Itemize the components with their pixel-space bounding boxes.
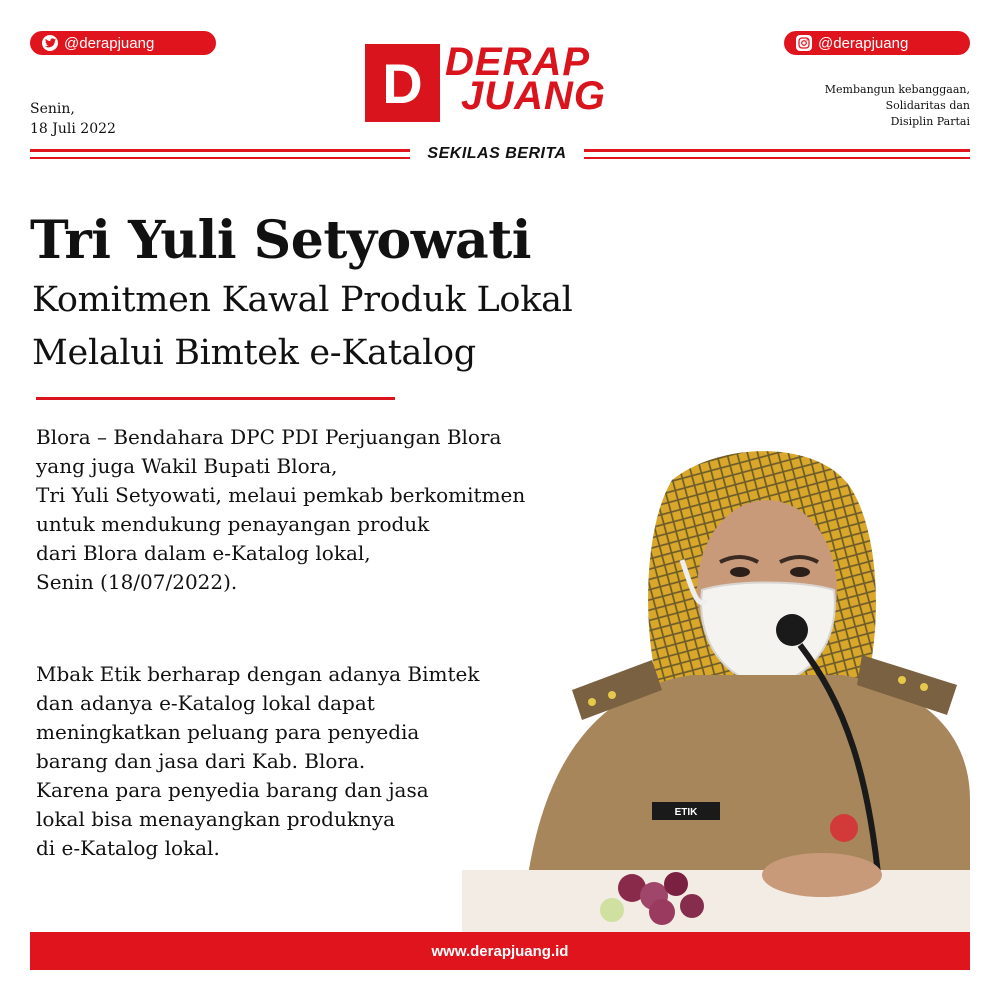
article-paragraph-1: [36, 423, 525, 597]
date-day: Senin,: [30, 101, 75, 117]
tagline-line: Solidaritas dan: [885, 99, 970, 112]
logo-initial-box: D: [365, 44, 440, 122]
instagram-icon: [796, 35, 812, 51]
instagram-handle-pill[interactable]: [784, 31, 970, 55]
date-full: 18 Juli 2022: [30, 121, 116, 137]
logo-word-juang: JUANG: [461, 74, 607, 118]
section-rule-right-bottom: [584, 157, 970, 159]
twitter-icon: [42, 35, 58, 51]
paragraph-line: untuk mendukung penayangan produk: [36, 512, 430, 536]
instagram-handle: @derapjuang: [818, 34, 909, 52]
website-link[interactable]: www.derapjuang.id: [431, 942, 569, 960]
tagline: [825, 82, 970, 130]
paragraph-line: Karena para penyedia barang dan jasa: [36, 778, 429, 802]
paragraph-line: lokal bisa menayangkan produknya: [36, 807, 396, 831]
headline-divider: [36, 397, 395, 400]
paragraph-line: dari Blora dalam e-Katalog lokal,: [36, 541, 371, 565]
paragraph-line: barang dan jasa dari Kab. Blora.: [36, 749, 366, 773]
paragraph-line: meningkatkan peluang para penyedia: [36, 720, 420, 744]
logo-word-derap: DERAP: [445, 40, 591, 84]
tagline-line: Disiplin Partai: [890, 115, 970, 128]
paragraph-line: dan adanya e-Katalog lokal dapat: [36, 691, 375, 715]
photo-nametag: ETIK: [674, 807, 698, 818]
paragraph-line: Senin (18/07/2022).: [36, 570, 238, 594]
headline: Tri Yuli Setyowati: [30, 210, 531, 271]
subheadline-line-2: Melalui Bimtek e-Katalog: [32, 333, 476, 373]
paragraph-line: di e-Katalog lokal.: [36, 836, 220, 860]
tagline-line: Membangun kebanggaan,: [824, 83, 970, 96]
paragraph-line: Tri Yuli Setyowati, melaui pemkab berkomitmen: [36, 483, 526, 507]
derap-juang-logo: [365, 40, 620, 124]
section-rule-right-top: [584, 149, 970, 152]
twitter-handle: @derapjuang: [64, 34, 155, 52]
footer-bar: [30, 932, 970, 970]
article-paragraph-2: [36, 660, 480, 863]
section-rule-left-top: [30, 149, 410, 152]
section-label: SEKILAS BERITA: [427, 145, 567, 162]
subheadline-line-1: Komitmen Kawal Produk Lokal: [32, 280, 573, 320]
paragraph-line: Blora – Bendahara DPC PDI Perjuangan Blora: [36, 425, 502, 449]
twitter-handle-pill[interactable]: [30, 31, 216, 55]
publish-date: [30, 99, 116, 139]
paragraph-line: Mbak Etik berharap dengan adanya Bimtek: [36, 662, 480, 686]
paragraph-line: yang juga Wakil Bupati Blora,: [36, 454, 338, 478]
article-photo: [462, 440, 970, 932]
section-rule-left-bottom: [30, 157, 410, 159]
